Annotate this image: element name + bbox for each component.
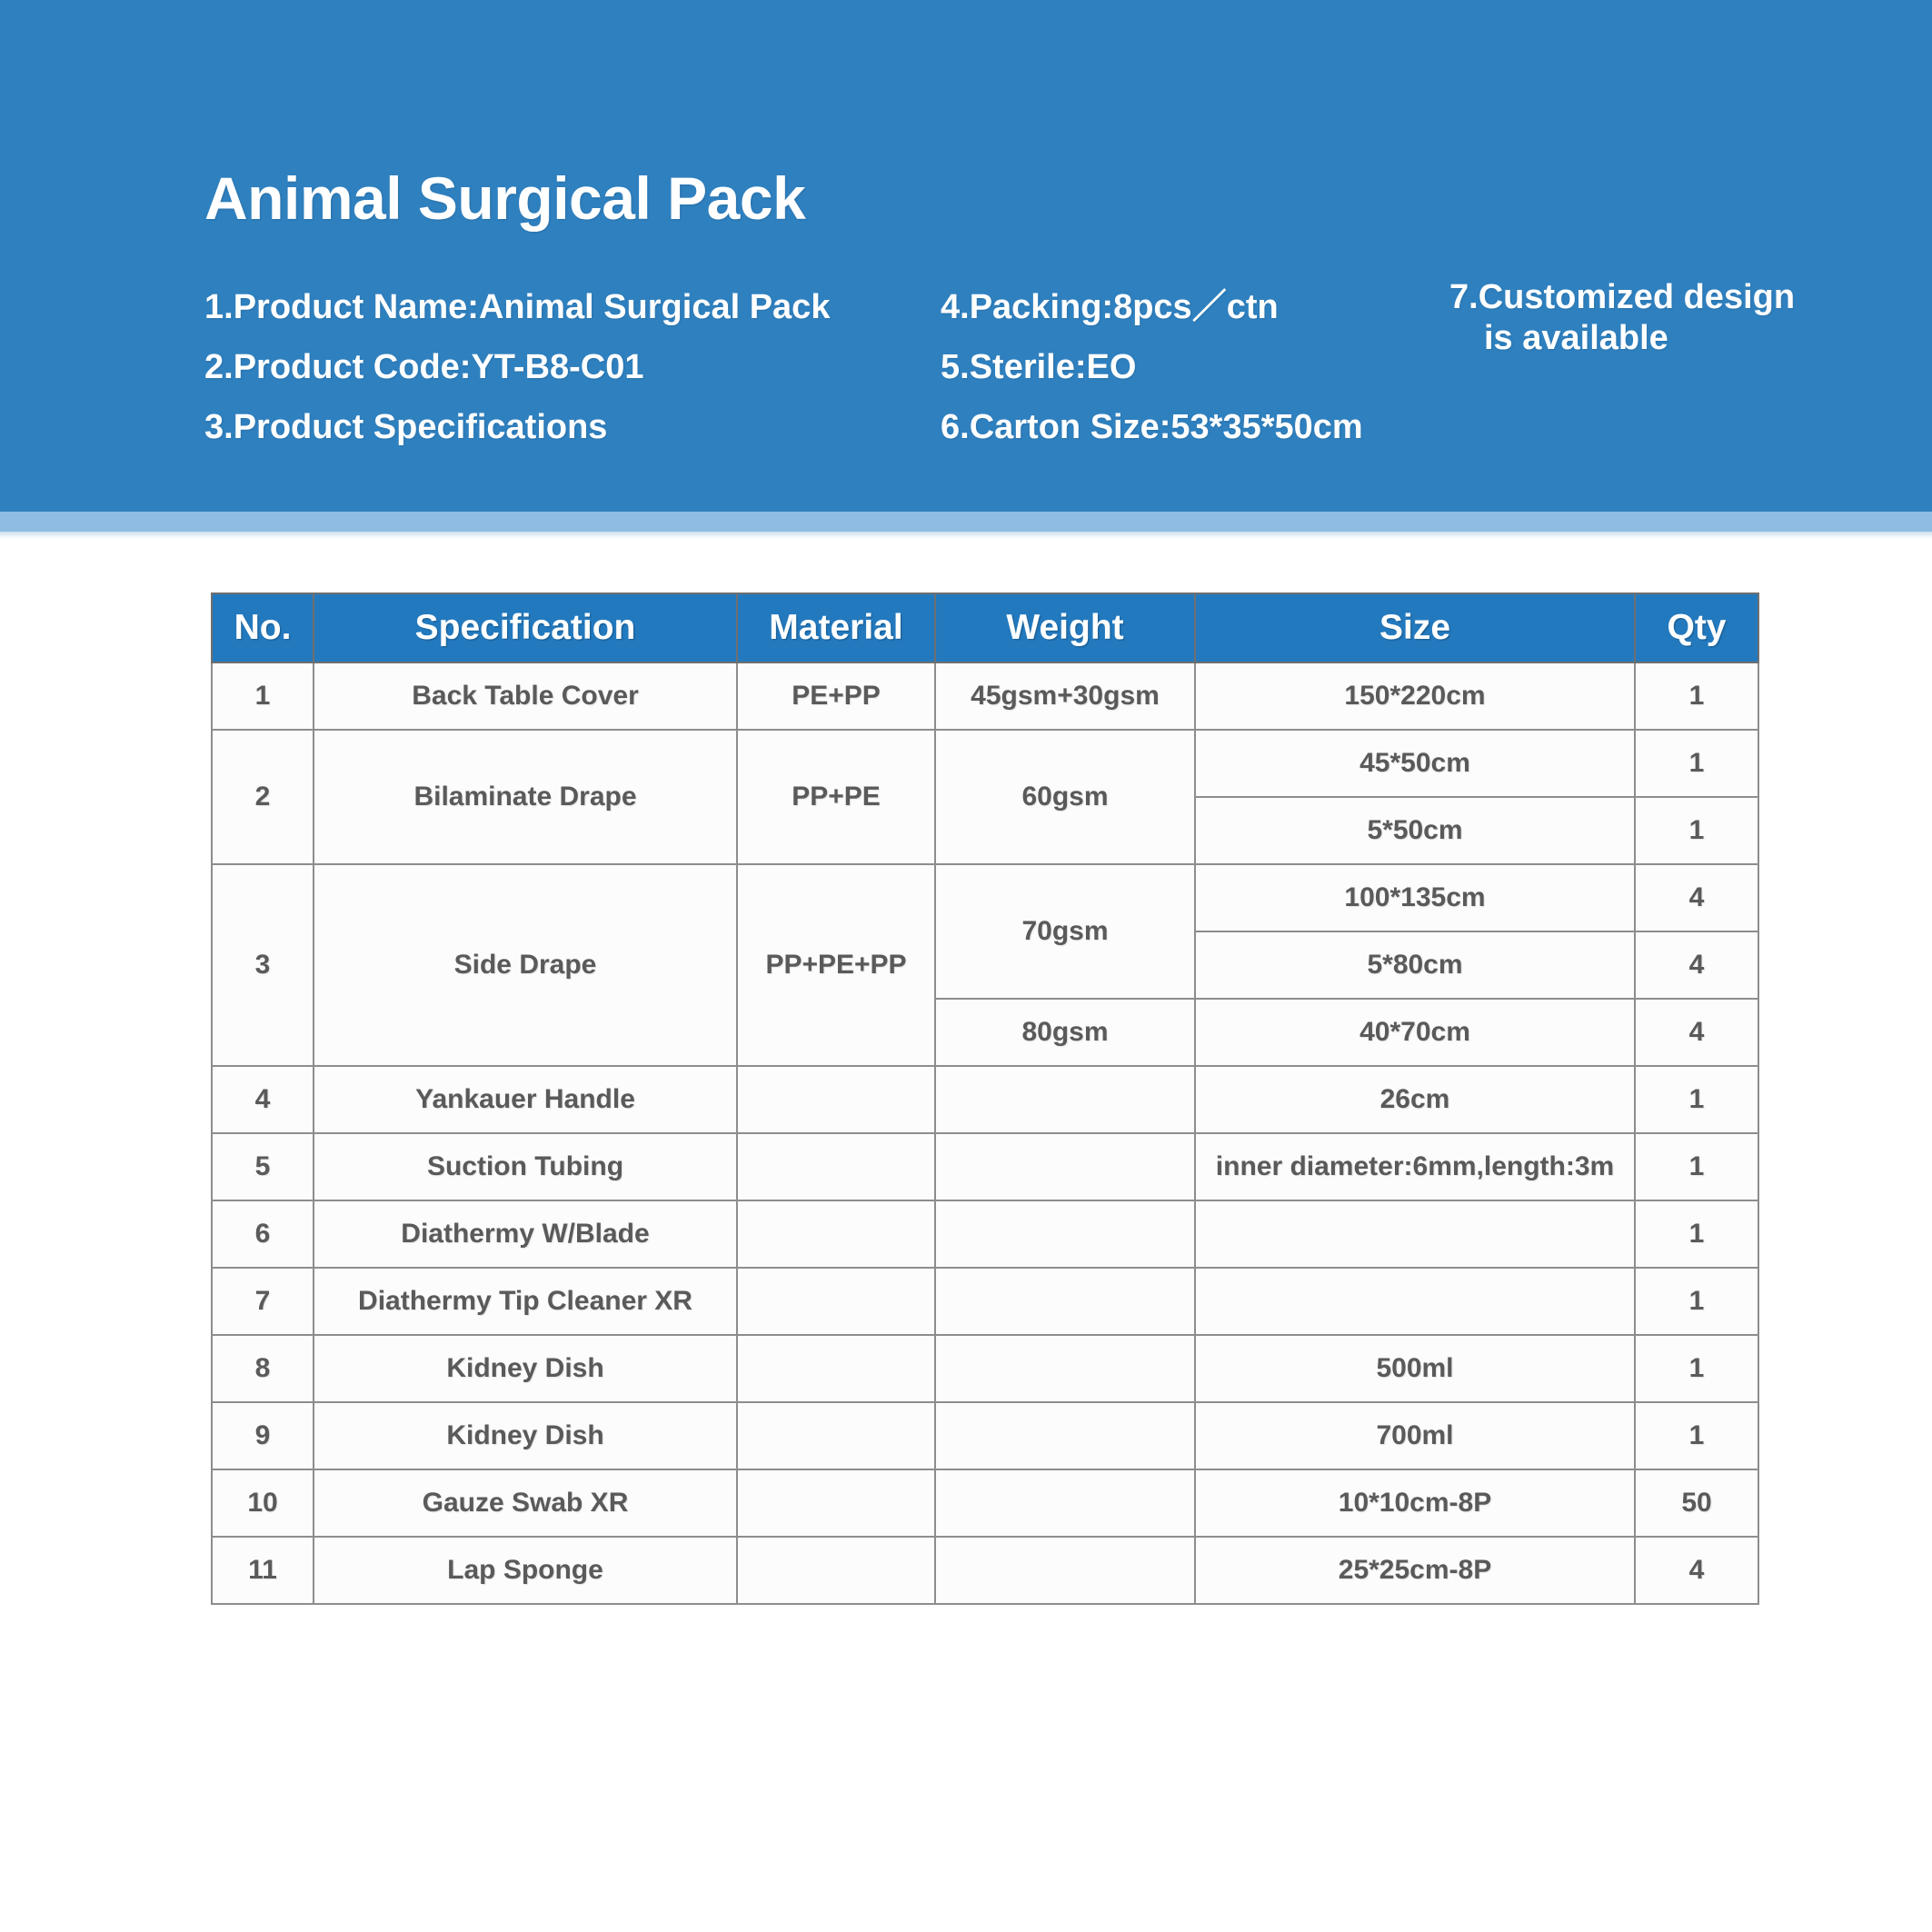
cell-no: 7 bbox=[212, 1268, 314, 1335]
cell-material bbox=[737, 1469, 935, 1537]
cell-spec: Back Table Cover bbox=[314, 662, 737, 730]
cell-weight bbox=[935, 1066, 1195, 1133]
cell-size: 5*50cm bbox=[1195, 797, 1635, 864]
cell-qty: 1 bbox=[1635, 1066, 1758, 1133]
cell-weight bbox=[935, 1133, 1195, 1200]
cell-weight bbox=[935, 1268, 1195, 1335]
cell-spec: Bilaminate Drape bbox=[314, 730, 737, 864]
cell-no: 6 bbox=[212, 1200, 314, 1268]
cell-weight: 60gsm bbox=[935, 730, 1195, 864]
cell-weight bbox=[935, 1402, 1195, 1469]
cell-size: 100*135cm bbox=[1195, 864, 1635, 931]
cell-qty: 4 bbox=[1635, 864, 1758, 931]
column-header-qty: Qty bbox=[1635, 593, 1758, 662]
cell-weight: 45gsm+30gsm bbox=[935, 662, 1195, 730]
column-header-weight: Weight bbox=[935, 593, 1195, 662]
cell-spec: Lap Sponge bbox=[314, 1537, 737, 1604]
cell-qty: 4 bbox=[1635, 931, 1758, 999]
cell-no: 10 bbox=[212, 1469, 314, 1537]
table-row bbox=[212, 1335, 1758, 1402]
table-row bbox=[212, 1537, 1758, 1604]
cell-size bbox=[1195, 1200, 1635, 1268]
cell-size bbox=[1195, 1268, 1635, 1335]
hero-info-line: 4.Packing:8pcs／ctn bbox=[941, 288, 1279, 326]
cell-qty: 4 bbox=[1635, 999, 1758, 1066]
table-body bbox=[212, 662, 1758, 1604]
cell-qty: 50 bbox=[1635, 1469, 1758, 1537]
cell-weight bbox=[935, 1537, 1195, 1604]
cell-qty: 1 bbox=[1635, 1268, 1758, 1335]
cell-qty: 1 bbox=[1635, 662, 1758, 730]
cell-material bbox=[737, 1268, 935, 1335]
cell-size: 700ml bbox=[1195, 1402, 1635, 1469]
cell-size: 10*10cm-8P bbox=[1195, 1469, 1635, 1537]
cell-material bbox=[737, 1537, 935, 1604]
cell-material bbox=[737, 1066, 935, 1133]
cell-no: 1 bbox=[212, 662, 314, 730]
specification-table bbox=[211, 593, 1759, 1605]
cell-material: PP+PE bbox=[737, 730, 935, 864]
table-header-row bbox=[212, 593, 1758, 662]
hero-info-line: 6.Carton Size:53*35*50cm bbox=[941, 408, 1363, 446]
hero-info-line: 7.Customized design bbox=[1449, 278, 1796, 316]
cell-no: 11 bbox=[212, 1537, 314, 1604]
hero-info-line: 2.Product Code:YT-B8-C01 bbox=[204, 348, 644, 386]
cell-qty: 1 bbox=[1635, 1200, 1758, 1268]
column-header-size: Size bbox=[1195, 593, 1635, 662]
cell-size: 500ml bbox=[1195, 1335, 1635, 1402]
cell-no: 5 bbox=[212, 1133, 314, 1200]
cell-material bbox=[737, 1335, 935, 1402]
cell-size: 150*220cm bbox=[1195, 662, 1635, 730]
table-row bbox=[212, 1200, 1758, 1268]
table-row bbox=[212, 1066, 1758, 1133]
cell-no: 9 bbox=[212, 1402, 314, 1469]
table-row bbox=[212, 662, 1758, 730]
cell-qty: 1 bbox=[1635, 730, 1758, 797]
cell-spec: Kidney Dish bbox=[314, 1402, 737, 1469]
column-header-spec: Specification bbox=[314, 593, 737, 662]
cell-spec: Diathermy Tip Cleaner XR bbox=[314, 1268, 737, 1335]
cell-size: inner diameter:6mm,length:3m bbox=[1195, 1133, 1635, 1200]
cell-qty: 1 bbox=[1635, 1133, 1758, 1200]
table-row bbox=[212, 864, 1758, 931]
cell-spec: Side Drape bbox=[314, 864, 737, 1066]
hero-info-line: 1.Product Name:Animal Surgical Pack bbox=[204, 288, 831, 326]
cell-size: 45*50cm bbox=[1195, 730, 1635, 797]
hero-info-line: 3.Product Specifications bbox=[204, 408, 608, 446]
column-header-mat: Material bbox=[737, 593, 935, 662]
hero-info-line: is available bbox=[1484, 319, 1668, 357]
page-title: Animal Surgical Pack bbox=[204, 164, 806, 232]
hero-info-column-3 bbox=[1449, 277, 1867, 359]
table-row bbox=[212, 1402, 1758, 1469]
cell-qty: 1 bbox=[1635, 1335, 1758, 1402]
cell-no: 3 bbox=[212, 864, 314, 1066]
cell-spec: Suction Tubing bbox=[314, 1133, 737, 1200]
cell-no: 2 bbox=[212, 730, 314, 864]
cell-weight bbox=[935, 1335, 1195, 1402]
cell-material: PP+PE+PP bbox=[737, 864, 935, 1066]
cell-no: 4 bbox=[212, 1066, 314, 1133]
cell-material bbox=[737, 1133, 935, 1200]
cell-material bbox=[737, 1200, 935, 1268]
cell-qty: 1 bbox=[1635, 797, 1758, 864]
cell-no: 8 bbox=[212, 1335, 314, 1402]
cell-spec: Gauze Swab XR bbox=[314, 1469, 737, 1537]
table-row bbox=[212, 1469, 1758, 1537]
table-row bbox=[212, 1133, 1758, 1200]
cell-size: 40*70cm bbox=[1195, 999, 1635, 1066]
column-header-no: No. bbox=[212, 593, 314, 662]
hero-underline-fade bbox=[0, 532, 1932, 539]
cell-weight bbox=[935, 1469, 1195, 1537]
table-row bbox=[212, 1268, 1758, 1335]
hero-info-columns bbox=[204, 277, 1867, 457]
cell-qty: 4 bbox=[1635, 1537, 1758, 1604]
specification-table-wrapper bbox=[211, 593, 1758, 1605]
cell-weight: 80gsm bbox=[935, 999, 1195, 1066]
hero-info-column-1 bbox=[204, 277, 941, 457]
cell-spec: Kidney Dish bbox=[314, 1335, 737, 1402]
cell-weight: 70gsm bbox=[935, 864, 1195, 999]
cell-spec: Yankauer Handle bbox=[314, 1066, 737, 1133]
hero-info-line: 5.Sterile:EO bbox=[941, 348, 1137, 386]
cell-material: PE+PP bbox=[737, 662, 935, 730]
cell-weight bbox=[935, 1200, 1195, 1268]
table-header bbox=[212, 593, 1758, 662]
cell-size: 25*25cm-8P bbox=[1195, 1537, 1635, 1604]
cell-spec: Diathermy W/Blade bbox=[314, 1200, 737, 1268]
cell-size: 5*80cm bbox=[1195, 931, 1635, 999]
cell-qty: 1 bbox=[1635, 1402, 1758, 1469]
table-row bbox=[212, 730, 1758, 797]
cell-material bbox=[737, 1402, 935, 1469]
hero-underline-stripe bbox=[0, 512, 1932, 532]
cell-size: 26cm bbox=[1195, 1066, 1635, 1133]
hero-info-column-2 bbox=[941, 277, 1449, 457]
